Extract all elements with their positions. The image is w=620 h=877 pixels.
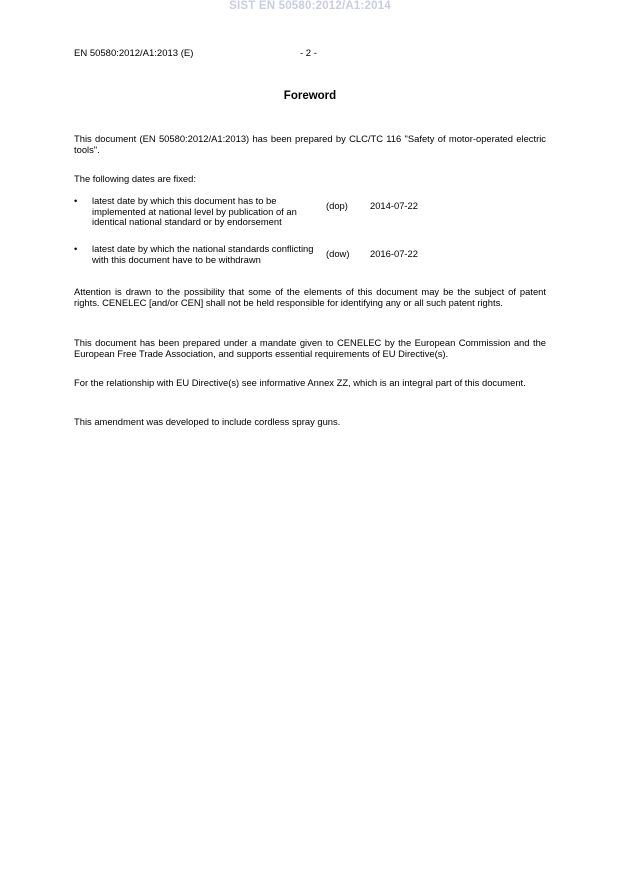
date-description: latest date by which this document has to be implemented at national level by publication of an identical national standard or by endorsement bbox=[92, 195, 297, 227]
date-description: latest date by which the national standards conflicting with this document have to be withdrawn bbox=[92, 243, 314, 265]
date-value: 2016-07-22 bbox=[370, 248, 418, 259]
dates-intro-paragraph: The following dates are fixed: bbox=[74, 173, 196, 184]
patent-paragraph: Attention is drawn to the possibility that some of the elements of this document may be the subject of patent rights. CENELEC [and/or CEN] shall not be held responsible for identifying any or all such patent rights. bbox=[74, 286, 546, 308]
page-number: - 2 - bbox=[300, 48, 317, 59]
intro-paragraph: This document (EN 50580:2012/A1:2013) has been prepared by CLC/TC 116 "Safety of motor-operated electric tools". bbox=[74, 133, 546, 155]
amendment-paragraph: This amendment was developed to include cordless spray guns. bbox=[74, 416, 341, 427]
date-value: 2014-07-22 bbox=[370, 200, 418, 211]
bullet-icon: • bbox=[74, 195, 78, 206]
bullet-icon: • bbox=[74, 243, 78, 254]
section-title: Foreword bbox=[283, 90, 337, 102]
watermark-text: SIST EN 50580:2012/A1:2014 bbox=[229, 0, 391, 12]
document-id: EN 50580:2012/A1:2013 (E) bbox=[74, 48, 194, 59]
date-abbreviation: (dop) bbox=[326, 200, 348, 211]
mandate-paragraph: This document has been prepared under a mandate given to CENELEC by the European Commission and the European Free Trade Association, and supports essential requirements of EU Directive(s). bbox=[74, 337, 546, 359]
date-abbreviation: (dow) bbox=[326, 248, 350, 259]
annex-paragraph: For the relationship with EU Directive(s) see informative Annex ZZ, which is an integral part of this document. bbox=[74, 377, 526, 388]
